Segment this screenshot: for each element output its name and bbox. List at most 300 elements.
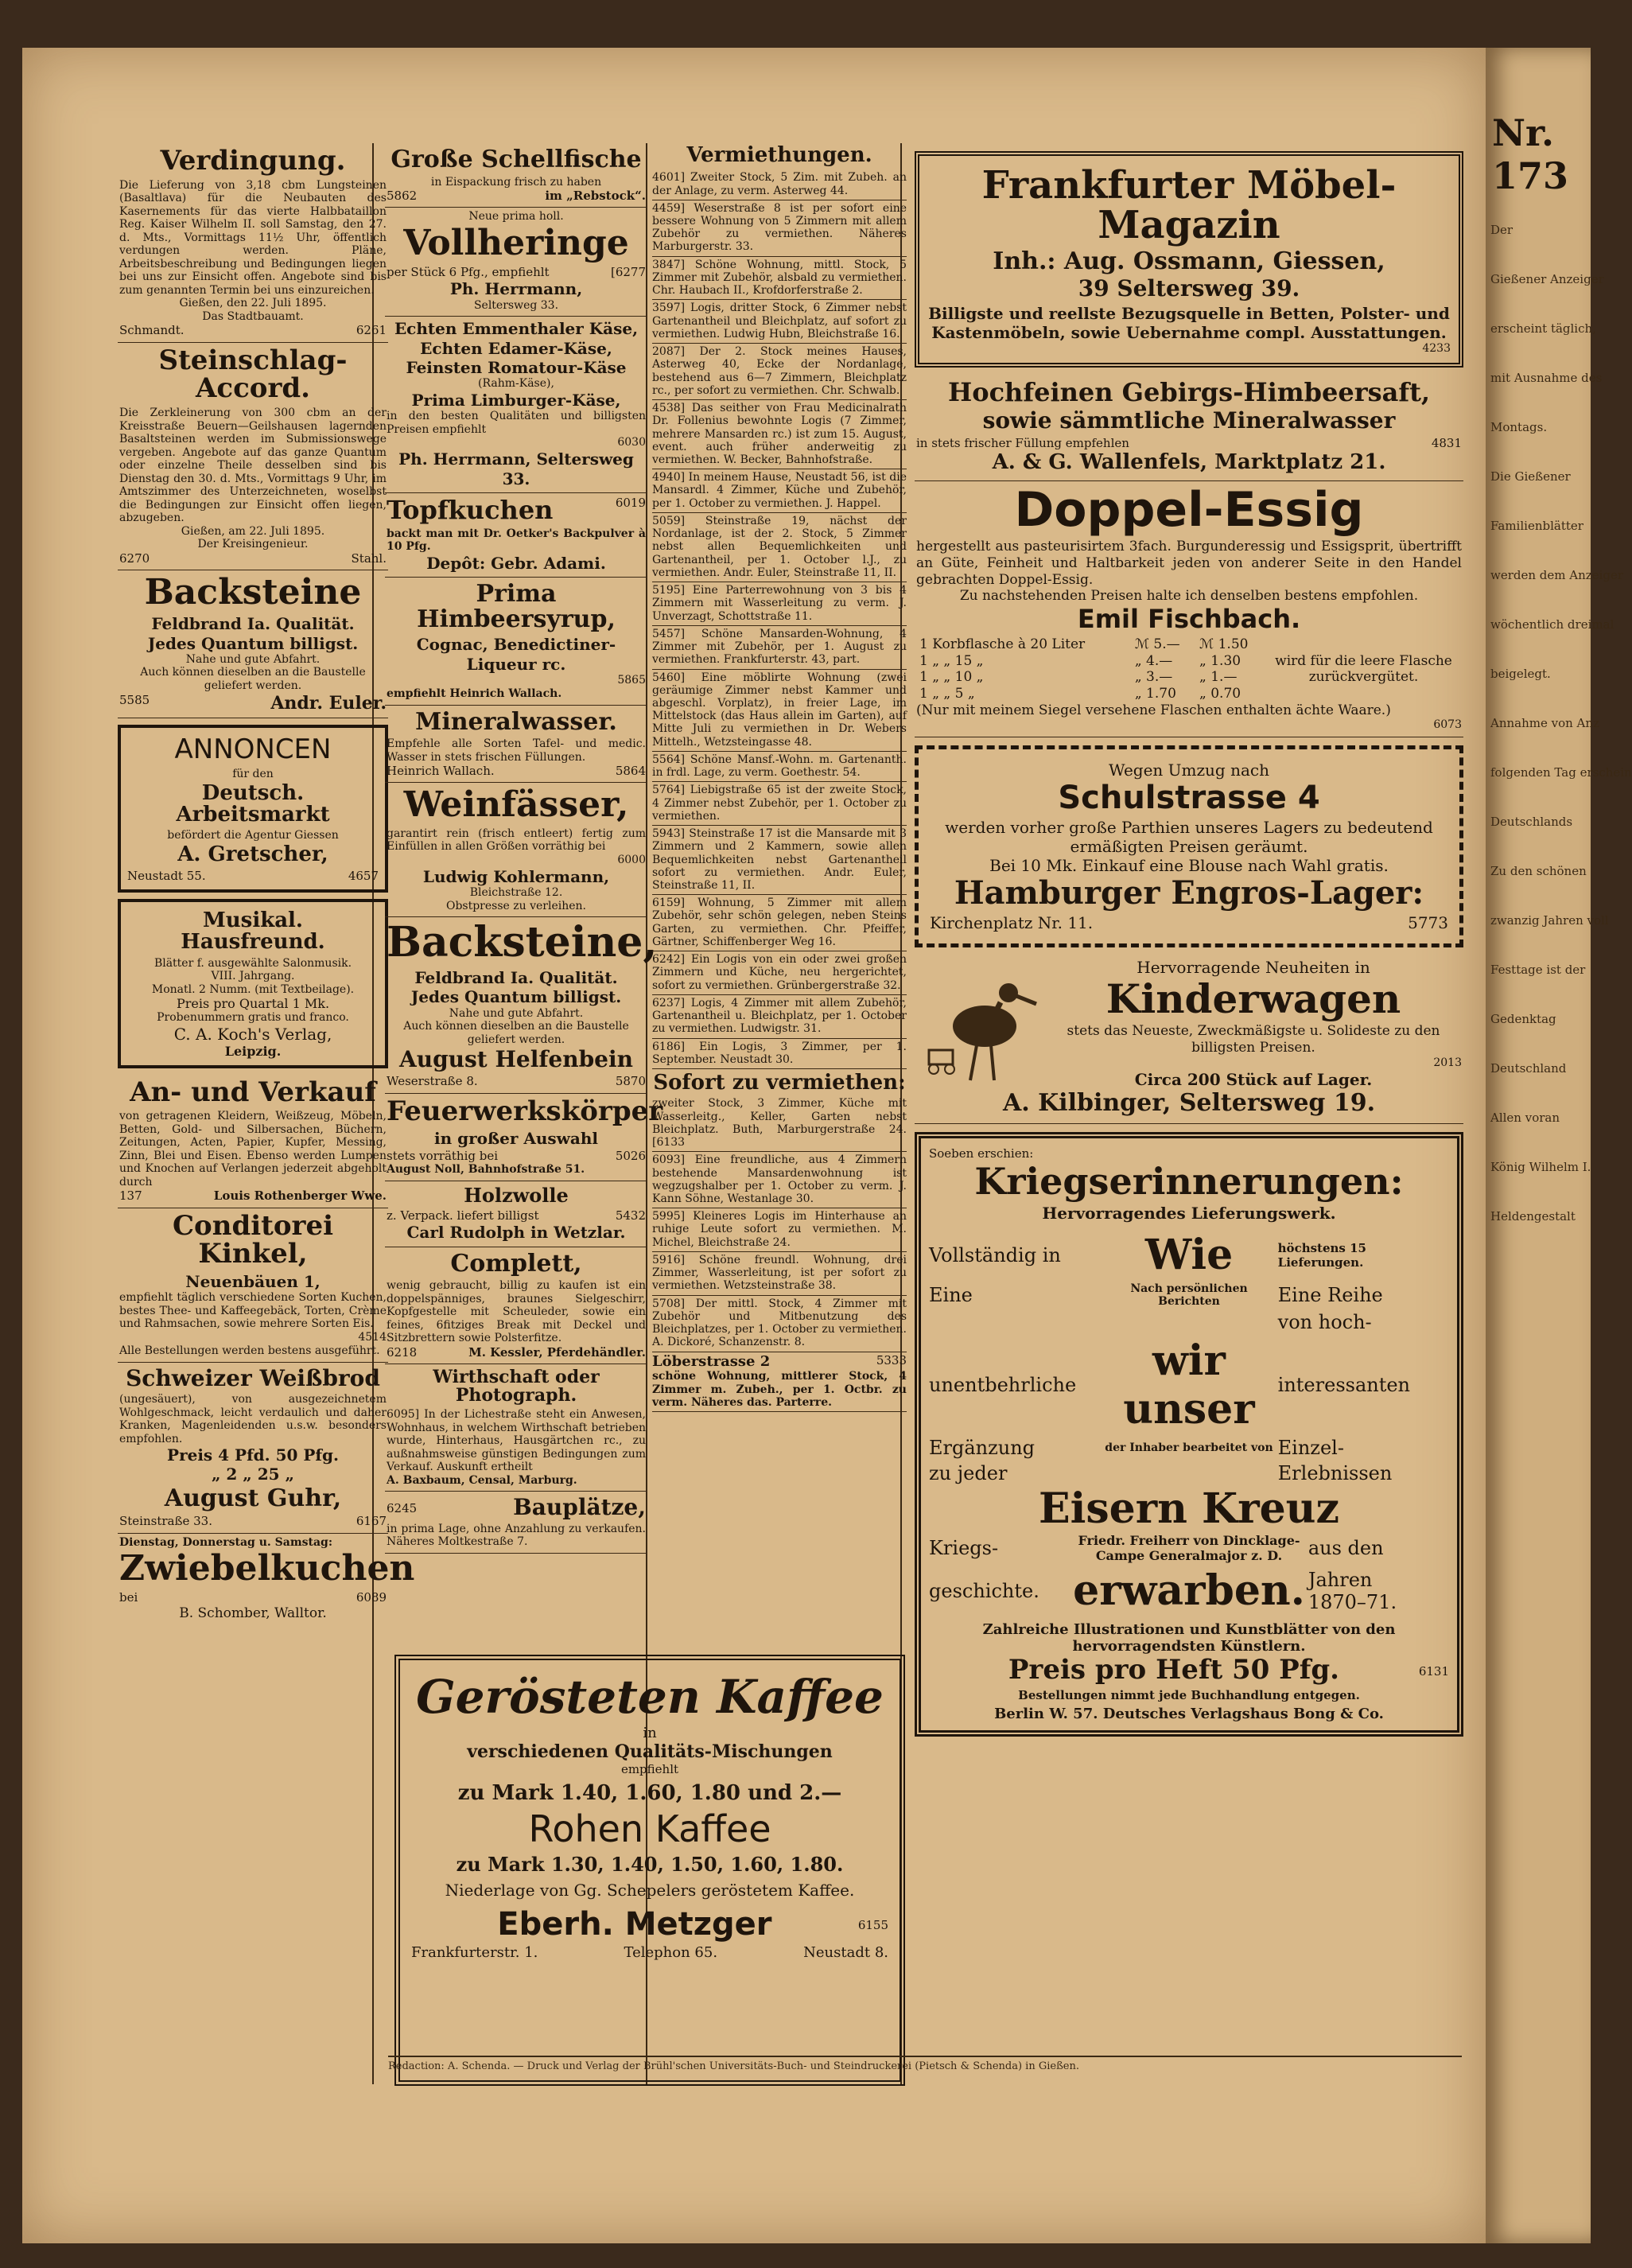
next-page-line: wöchentlich dreimal: [1490, 617, 1615, 632]
section-title: Vermiethungen.: [686, 143, 872, 167]
ad-number: 6155: [857, 1918, 888, 1933]
ad-body: Empfehle alle Sorten Tafel- und medic. Wasser in stets frischen Füllungen.: [387, 737, 646, 764]
ad-number: 5865: [617, 673, 646, 687]
ad-number: 6261: [356, 323, 387, 338]
ad-line: Prima Limburger-Käse,: [411, 390, 621, 410]
ad-line: Vollständig in: [929, 1243, 1061, 1266]
ad-body: empfiehlt täglich verschiedene Sorten Kuchen, bestes Thee- und Kaffeegebäck, Torten, Crème und Rahmsachen, sowie mehrere Sorten Eis.: [119, 1291, 387, 1331]
ad-line: höchstens 15 Lieferungen.: [1277, 1240, 1366, 1270]
ad-bauplaetze: [385, 1492, 647, 1553]
ad-phone: Telephon 65.: [624, 1944, 718, 1962]
next-page-title: Nr. 173: [1492, 111, 1569, 197]
ad-address: Frankfurterstr. 1.: [411, 1944, 538, 1962]
ad-line: Feldbrand Ia. Qualität.: [151, 614, 355, 634]
ad-steinschlag: [118, 343, 388, 570]
ad-prices: zu Mark 1.30, 1.40, 1.50, 1.60, 1.80.: [456, 1853, 844, 1877]
next-page-line: Gießener Anzeiger: [1490, 272, 1604, 286]
ad-name: Carl Rudolph in Wetzlar.: [406, 1223, 626, 1243]
ad-address: Steinstraße 33.: [119, 1514, 212, 1529]
ad-name: Schmandt.: [119, 323, 185, 338]
ad-line: interessanten: [1277, 1374, 1411, 1397]
ad-author: Friedr. Freiherr von Dincklage-Campe Generalmajor z. D.: [1078, 1533, 1300, 1564]
ad-line: Wegen Umzug nach: [1109, 760, 1269, 780]
price-table: [916, 636, 1265, 702]
column-2: [385, 143, 663, 1647]
ad-title: Bauplätze,: [513, 1494, 646, 1521]
ad-number: 5026: [615, 1148, 646, 1163]
list-item: 5708] Der mittl. Stock, 4 Zimmer mit Zubehör und Mitbenutzung des Bleichplatzes, per 1. October zu vermiethen. A. Dickoré, Schanzenstr. 8.: [652, 1296, 907, 1352]
ad-number: 2013: [1433, 1056, 1462, 1069]
ad-line: Hervorragende Neuheiten in: [1137, 957, 1370, 977]
ad-number: 5862: [387, 189, 418, 204]
next-page-line: zwanzig Jahren voll: [1490, 913, 1609, 928]
ad-number: 6019: [615, 496, 646, 511]
ad-line: verschiedenen Qualitäts-Mischungen: [467, 1741, 833, 1762]
list-item: 5195] Eine Parterrewohnung von 3 bis 4 Zimmern mit Wasserleitung zu verm. J. Unverzagt, Schottstraße 11.: [652, 582, 907, 626]
ad-body: stets vorräthig bei: [387, 1148, 499, 1163]
ad-body: per Stück 6 Pfg., empfiehlt: [387, 265, 550, 280]
ad-kriegserinnerungen: [915, 1132, 1463, 1737]
ad-kinderwagen: [915, 955, 1463, 1124]
ad-line: Probenummern gratis und franco.: [157, 1011, 349, 1025]
ad-title: Backsteine,: [387, 918, 658, 967]
ad-kaese: [385, 317, 647, 493]
ad-gebirgs-himbeersaft: [915, 375, 1463, 482]
ad-schellfische: [385, 143, 647, 208]
ad-body: Die Lieferung von 3,18 cbm Lungsteinen (Basaltlava) für die Neubauten des Kasernements für das vierte Halbbataillon Reg. Kaiser Wilhelm II. soll Samstag, den 27. d. Mts., Vormittags 11½ Uhr, öffentlich verdungen werden. Pläne, Arbeitsbeschreibung und Bedingungen liegen bei uns zur Einsicht offen. Angebote sind bis zum genannten Termin bei uns einzureichen.: [119, 178, 387, 297]
ad-title: Rohen Kaffee: [528, 1807, 771, 1850]
ad-title: Zwiebelkuchen: [119, 1548, 415, 1589]
ad-place: im „Rebstock“.: [545, 189, 646, 204]
ad-depot: Depôt: Gebr. Adami.: [426, 553, 606, 573]
ad-musikal-hausfreund: [118, 899, 388, 1068]
next-page-line: werden dem Anzeiger: [1490, 568, 1623, 582]
ad-line: Soeben erschien:: [929, 1146, 1034, 1161]
ad-line: Neuenbäuen 1,: [185, 1272, 321, 1292]
ad-title: Vollheringe: [403, 222, 629, 263]
ad-title: Backsteine: [144, 572, 362, 613]
ad-title: Feuerwerkskörper: [387, 1095, 663, 1127]
ad-title: Löberstrasse 2: [652, 1352, 771, 1370]
ad-verdingung: [118, 143, 388, 343]
ad-line: Auch können dieselben an die Baustelle geliefert werden.: [403, 1020, 629, 1046]
next-page-line: folgenden Tag erschein: [1490, 765, 1632, 780]
ad-line: von hoch-: [1277, 1311, 1372, 1334]
ad-zwiebelkuchen: [118, 1534, 415, 1626]
table-cell: ℳ 5.—: [1134, 636, 1180, 652]
ad-line: Einzel-: [1277, 1437, 1344, 1460]
ad-line: Echten Emmenthaler Käse,: [394, 319, 639, 339]
ad-line: Nach persönlichen Berichten: [1130, 1282, 1248, 1309]
ad-backsteine-2: [385, 917, 658, 1094]
ad-line: Echten Edamer-Käse,: [420, 338, 612, 358]
ad-title: Schweizer Weißbrod: [126, 1364, 380, 1391]
ad-number: 137: [119, 1188, 142, 1204]
ad-feuerwerk: [385, 1094, 663, 1181]
ad-wirthschaft: [385, 1364, 647, 1492]
next-page-line: Allen voran: [1490, 1111, 1560, 1125]
ad-loeberstrasse: [652, 1352, 907, 1413]
ad-line: VIII. Jahrgang.: [211, 970, 295, 983]
table-cell: „ 1.30: [1199, 652, 1241, 669]
ad-line: empfiehlt: [620, 1761, 679, 1776]
ad-line: Jedes Quantum billigst.: [147, 633, 359, 653]
ad-name: Ph. Herrmann,: [449, 279, 583, 299]
ad-offer: Bei 10 Mk. Einkauf eine Blouse nach Wahl gratis.: [989, 855, 1389, 875]
ad-title: Complett,: [450, 1249, 582, 1278]
vermiethungen-list-2: [652, 1152, 907, 1352]
ad-name: Andr. Euler.: [270, 692, 387, 714]
next-page-edge: [1486, 48, 1632, 2243]
ad-line: Neue prima holl.: [468, 210, 564, 224]
ad-name: Louis Rothenberger Wwe.: [213, 1188, 387, 1204]
ad-publisher: C. A. Koch's Verlag,: [173, 1024, 332, 1044]
ad-name: A. Baxbaum, Censal, Marburg.: [387, 1473, 577, 1487]
list-item: 4940] In meinem Hause, Neustadt 56, ist die Mansardl. 4 Zimmer, Küche und Zubehör, per 1. October zu vermiethen. J. Happel.: [652, 469, 907, 513]
ad-publisher: Berlin W. 57. Deutsches Verlagshaus Bong & Co.: [994, 1705, 1384, 1722]
ad-body: werden vorher große Parthien unseres Lagers zu bedeutend ermäßigten Preisen geräumt.: [945, 817, 1433, 856]
ad-number: 6131: [1418, 1664, 1449, 1679]
list-item: 6159] Wohnung, 5 Zimmer mit allem Zubehör, sehr schön gelegen, neben Steins Garten, zu vermiethen. Chr. Pfeiffer, Gärtner, Schiffenberger Weg 16.: [652, 895, 907, 951]
next-page-line: Annahme von Anz: [1490, 716, 1599, 730]
ad-line: unentbehrliche: [929, 1374, 1077, 1397]
next-page-line: Heldengestalt: [1490, 1209, 1576, 1223]
list-item: 5943] Steinstraße 17 ist die Mansarde mit 3 Zimmern und 2 Kammern, sowie allen Bequemlichkeiten nebst Gartenantheil sofort zu vermiethen. Andr. Euler, Steinstraße 11, II.: [652, 826, 907, 895]
ad-title: Topfkuchen: [387, 495, 554, 526]
ad-title: Musikal. Hausfreund.: [181, 908, 325, 955]
ad-note: Alle Bestellungen werden bestens ausgeführt.: [119, 1344, 380, 1358]
ad-line: Kriegs-: [929, 1537, 999, 1560]
ad-line: Wie: [1144, 1231, 1234, 1280]
column-3-vermiethungen: [652, 143, 907, 1647]
table-row: [916, 636, 1265, 653]
ad-line: Bestellungen nimmt jede Buchhandlung entgegen.: [1018, 1687, 1360, 1702]
table-row: [916, 669, 1265, 686]
ad-line: aus den: [1308, 1537, 1384, 1560]
ad-body: stets das Neueste, Zweckmäßigste u. Solideste zu den billigsten Preisen.: [1067, 1023, 1440, 1056]
ad-line: in großer Auswahl: [433, 1129, 598, 1149]
list-item: 5457] Schöne Mansarden-Wohnung, 4 Zimmer mit Zubehör, per 1. August zu vermiethen. Frankfurterstr. 43, part.: [652, 626, 907, 670]
ad-line: befördert die Agentur Giessen: [167, 829, 339, 842]
ad-number: 6218: [387, 1344, 418, 1360]
ad-number: [6277: [610, 265, 646, 280]
ad-title: Doppel-Essig: [1014, 482, 1364, 539]
ad-intro: Zu nachstehenden Preisen halte ich denselben bestens empfohlen.: [959, 588, 1419, 605]
list-item: 3847] Schöne Wohnung, mittl. Stock, 5 Zimmer mit Zubehör, alsbald zu vermiethen. Chr. Haubach II., Krofdorferstraße 2.: [652, 257, 907, 301]
ad-body: 6095] In der Lichestraße steht ein Anwesen, Wohnhaus, in welchem Wirthschaft betrieben wurde, Hinterhaus, Hausgärtchen rc., zu außnahmsweise günstigen Bedingungen zum Verkauf. Auskunft ertheilt: [387, 1408, 646, 1474]
list-item: 2087] Der 2. Stock meines Hauses, Asterweg 40, Ecke der Nordanlage, bestehend aus 6—7 Zimmern, Bleichplatz rc., per sofort zu vermiethen. Chr. Schwalb.: [652, 344, 907, 400]
table-cell: „ 1.70: [1134, 685, 1176, 702]
ad-line: zu jeder: [929, 1462, 1008, 1485]
ad-title: ANNONCEN: [174, 733, 332, 766]
ad-name: A. & G. Wallenfels, Marktplatz 21.: [992, 449, 1386, 474]
ad-line: bei: [119, 1590, 138, 1605]
ad-name: Ludwig Kohlermann,: [422, 866, 610, 886]
ad-body: (ungesäuert), von ausgezeichnetem Wohlgeschmack, leicht verdaulich und daher Kranken, Magenleidenden u.s.w. besonders empfohlen.: [119, 1392, 387, 1445]
ad-price: „ 2 „ 25 „: [211, 1465, 295, 1484]
ad-line: erwarben.: [1073, 1566, 1305, 1616]
ad-line: (Rahm-Käse),: [478, 377, 554, 391]
ad-body: von getragenen Kleidern, Weißzeug, Möbeln, Betten, Gold- und Silbersachen, Büchern, Zeitungen, Acten, Papier, Kupfer, Messing, Zinn, Blei und Eisen. Ebenso werden Lumpen und Knochen auf Verlangen jederzeit abgeholt durch: [119, 1110, 387, 1188]
ad-name: A. Gretscher,: [177, 842, 328, 866]
ad-umzug: [915, 745, 1463, 947]
ad-address: Kirchenplatz Nr. 11.: [930, 912, 1094, 932]
ad-price: Preis pro Quartal 1 Mk.: [176, 996, 330, 1012]
ad-an-und-verkauf: [118, 1075, 388, 1208]
ad-line: für den: [232, 768, 274, 781]
list-item: 5995] Kleineres Logis im Hinterhause an ruhige Leute sofort zu vermiethen. M. Michel, Bleichstraße 24.: [652, 1208, 907, 1252]
ad-annoncen: [118, 725, 388, 893]
ad-title: Steinschlag-Accord.: [158, 344, 348, 405]
ad-title: An- und Verkauf: [130, 1076, 376, 1108]
ad-body: hergestellt aus pasteurisirtem 3fach. Burgunderessig und Essigsprit, übertrifft an Güte, Feinheit und Haltbarkeit jeden von anderer Seite in den Handel gebrachten Doppel-Essig.: [916, 539, 1462, 588]
ad-name: Hamburger Engros-Lager:: [954, 873, 1424, 912]
ad-moebel-magazin: [915, 151, 1463, 368]
ad-number: 4233: [1422, 341, 1451, 355]
ad-line: Cognac, Benedictiner-: [416, 635, 616, 655]
ad-number: 6030: [617, 436, 646, 449]
ad-name: M. Kessler, Pferdehändler.: [468, 1344, 646, 1360]
ad-name: Eberh. Metzger: [497, 1906, 772, 1943]
ad-sofort: [652, 1069, 907, 1152]
ad-signature: Der Kreisingenieur.: [197, 538, 309, 551]
ad-line: Nahe und gute Abfahrt.: [185, 652, 321, 666]
ad-body: z. Verpack. liefert billigst: [387, 1208, 539, 1223]
next-page-line: Der: [1490, 223, 1513, 237]
ad-line: Feinsten Romatour-Käse: [406, 358, 627, 377]
ad-footnote: (Nur mit meinem Siegel versehene Flaschen enthalten ächte Waare.): [916, 702, 1391, 718]
list-item: 5916] Schöne freundl. Wohnung, drei Zimmer, Wasserleitung, ist per sofort zu vermiethen. Wetzsteinstraße 38.: [652, 1252, 907, 1296]
list-item: 5460] Eine möblirte Wohnung (zwei geräumige Zimmer nebst Kammer und abgeschl. Vorplatz), in freier Lage, im Mittelstock (das Haus allein im Garten), auf Mitte Juli zu vermiethen in Dr. Webers Mittelh., Wetzsteingasse 48.: [652, 670, 907, 752]
ad-title: Wirthschaft oder Photograph.: [433, 1366, 600, 1406]
ad-address: 39 Seltersweg 39.: [1078, 275, 1300, 302]
list-item: 4538] Das seither von Frau Medicinalrath Dr. Follenius bewohnte Logis (7 Zimmer, mehrere Mansarden rc.) ist zum 15. August, event. auch früher anderweitig zu vermiethen. W. Becker, Bahnhofstraße.: [652, 400, 907, 469]
ad-title: Weinfässer,: [403, 784, 629, 826]
ad-holzwolle: [385, 1181, 647, 1247]
next-page-line: König Wilhelm I.: [1490, 1160, 1591, 1174]
next-page-line: Deutschlands: [1490, 815, 1573, 829]
table-row: [916, 686, 1265, 702]
ad-address: Neustadt 8.: [803, 1944, 888, 1962]
table-cell: 1 Korbflasche à 20 Liter: [919, 636, 1086, 652]
ad-line: sowie sämmtliche Mineralwasser: [982, 407, 1396, 434]
ad-mineralwasser: [385, 706, 647, 784]
table-cell: 1 „ „ 10 „: [919, 669, 984, 686]
list-item: 4459] Weserstraße 8 ist per sofort eine bessere Wohnung von 5 Zimmern mit allem Zubehör zu vermiethen. Näheres Marburgerstr. 33.: [652, 200, 907, 257]
ad-number: 6245: [387, 1500, 418, 1515]
list-item: 5764] Liebigstraße 65 ist der zweite Stock, 4 Zimmer nebst Zubehör, per 1. October zu vermiethen.: [652, 782, 907, 826]
ad-name: August Guhr,: [164, 1484, 342, 1512]
ad-number: 6073: [1433, 718, 1462, 732]
ad-years: 1870–71.: [1308, 1590, 1397, 1613]
ad-line: Jedes Quantum billigst.: [410, 987, 622, 1007]
ad-vollheringe: [385, 208, 647, 317]
table-cell: 1 „ „ 5 „: [919, 685, 975, 702]
ad-price: Preis pro Heft 50 Pfg.: [1008, 1654, 1339, 1686]
ad-address: Weserstraße 8.: [387, 1074, 478, 1089]
table-row: [916, 653, 1265, 670]
ad-title: Holzwolle: [464, 1183, 569, 1207]
ad-number: 6270: [119, 550, 150, 566]
next-page-line: Gedenktag: [1490, 1012, 1556, 1026]
ad-title: Sofort zu vermiethen:: [653, 1071, 906, 1095]
ad-name: August Noll, Bahnhofstraße 51.: [387, 1163, 585, 1177]
ad-body: backt man mit Dr. Oetker's Backpulver à 10 Pfg.: [387, 527, 646, 554]
ad-conditorei: [118, 1208, 388, 1363]
ad-title: Mineralwasser.: [415, 707, 617, 736]
ad-owner: Inh.: Aug. Ossmann, Giessen,: [993, 247, 1385, 275]
ad-himbeersyrup: [385, 578, 647, 705]
ad-topfkuchen: [385, 493, 647, 578]
ad-line: Ergänzung: [929, 1437, 1036, 1460]
ad-title: Verdingung.: [160, 145, 346, 177]
ad-backsteine: [118, 570, 388, 718]
ad-stock: Circa 200 Stück auf Lager.: [1134, 1069, 1373, 1089]
ad-name: Ph. Herrmann, Seltersweg 33.: [398, 449, 634, 488]
list-item: 6093] Eine freundliche, aus 4 Zimmern bestehende Mansardenwohnung ist wegzugshalber per 1. October zu verm. J. Kann Söhne, Westanlage 30.: [652, 1152, 907, 1208]
ad-line: Monatl. 2 Numm. (mit Textbeilage).: [151, 982, 355, 996]
next-page-line: Festtage ist der: [1490, 963, 1586, 977]
ad-number: 5773: [1408, 912, 1448, 932]
ad-line: Niederlage von Gg. Schepelers geröstetem Kaffee.: [445, 1881, 855, 1900]
table-cell: 1 „ „ 15 „: [919, 652, 984, 669]
next-page-line: beigelegt.: [1490, 667, 1551, 681]
ad-line: in: [643, 1724, 657, 1741]
ad-city: Leipzig.: [224, 1043, 282, 1059]
ad-name: B. Schomber, Walltor.: [179, 1605, 327, 1621]
table-cell: „ 4.—: [1134, 652, 1173, 669]
ad-address: Seltersweg 33.: [473, 298, 559, 312]
ad-body: zweiter Stock, 3 Zimmer, Küche mit Wasserleitg., Keller, Garten nebst Bleichplatz. Buth, Marburgerstraße 24. [6133: [652, 1097, 907, 1150]
ad-line: Auch können dieselben an die Baustelle geliefert werden.: [140, 666, 366, 692]
ad-title: Gerösteten Kaffee: [416, 1670, 884, 1724]
ad-weinfaesser: [385, 783, 647, 917]
ad-signature: Das Stadtbauamt.: [202, 309, 304, 323]
ad-line: Feldbrand Ia. Qualität.: [414, 967, 618, 987]
ad-number: 5870: [615, 1074, 646, 1089]
table-cell: ℳ 1.50: [1199, 636, 1249, 652]
column-4: [915, 143, 1463, 2084]
ad-line: der Inhaber bearbeitet von: [1105, 1441, 1273, 1455]
ad-number: 6089: [356, 1590, 387, 1605]
page-footer-imprint: Redaction: A. Schenda. — Druck und Verlag der Brühl'schen Universitäts-Buch- und Steindruckerei (Pietsch & Schenda) in Gießen.: [388, 2056, 1462, 2072]
ad-note: Obstpresse zu verleihen.: [445, 899, 587, 912]
ad-complett: [385, 1247, 647, 1364]
ad-body: in den besten Qualitäten und billigsten Preisen empfiehlt: [387, 410, 646, 436]
ad-title: Große Schellfische: [391, 146, 642, 173]
ad-name: Heinrich Wallach.: [387, 764, 495, 779]
ad-line: Eine Reihe: [1277, 1284, 1383, 1307]
next-page-line: Zu den schönen: [1490, 864, 1587, 878]
ad-title: Schulstrasse 4: [1058, 779, 1320, 816]
ad-line: Dienstag, Donnerstag u. Samstag:: [119, 1535, 333, 1549]
ad-line: Erlebnissen: [1277, 1462, 1393, 1485]
ad-body: in prima Lage, ohne Anzahlung zu verkaufen. Näheres Moltkestraße 7.: [387, 1522, 646, 1549]
next-page-line: Deutschland: [1490, 1061, 1567, 1076]
ad-line: in Eispackung frisch zu haben: [430, 175, 602, 189]
list-item: 6237] Logis, 4 Zimmer mit allem Zubehör, Gartenantheil u. Bleichplatz, per 1. October zu vermiethen. Ludwigstr. 31.: [652, 995, 907, 1039]
ad-price: Preis 4 Pfd. 50 Pfg.: [167, 1445, 339, 1465]
ad-name: empfiehlt Heinrich Wallach.: [387, 687, 562, 701]
ad-number: 4514: [358, 1331, 387, 1344]
ad-line: geschichte.: [929, 1579, 1039, 1602]
ad-line: Deutsch. Arbeitsmarkt: [176, 780, 330, 827]
ad-name: Stahl.: [351, 550, 387, 566]
ad-number: 5585: [119, 692, 150, 707]
next-page-line: Die Gießener: [1490, 469, 1571, 484]
ad-address: Neustadt 55.: [127, 868, 206, 883]
list-item: 6186] Ein Logis, 3 Zimmer, per 1. September. Neustadt 30.: [652, 1039, 907, 1069]
ad-prices: zu Mark 1.40, 1.60, 1.80 und 2.—: [457, 1780, 842, 1805]
ad-number: 5333: [876, 1352, 907, 1367]
ad-date: Gießen, am 22. Juli 1895.: [181, 524, 325, 538]
ad-address: Bleichstraße 12.: [469, 886, 563, 900]
table-cell: „ 0.70: [1199, 685, 1241, 702]
ad-note: wird für die leere Flasche zurückvergütet.: [1275, 652, 1452, 686]
ad-title: Frankfurter Möbel-Magazin: [981, 163, 1397, 248]
ad-body: schöne Wohnung, mittlerer Stock, 4 Zimmer m. Zubeh., per 1. Octbr. zu verm. Näheres das. Parterre.: [652, 1370, 907, 1409]
list-item: 5059] Steinstraße 19, nächst der Nordanlage, ist der 2. Stock, 5 Zimmer nebst allen Bequemlichkeiten und Gartenantheil, per 1. October l.J., zu vermiethen. Andr. Euler, Steinstraße 11, II.: [652, 513, 907, 582]
ad-number: 5432: [615, 1208, 646, 1223]
table-cell: „ 1.—: [1199, 669, 1238, 686]
ad-line: Eine: [929, 1284, 973, 1307]
ad-line: wir unser: [1123, 1336, 1255, 1434]
next-page-line: mit Ausnahme des: [1490, 371, 1603, 385]
ad-body: Die Zerkleinerung von 300 cbm an der Kreisstraße Beuern—Geilshausen lagernden Basaltsteinen werden im Submissionswege vergeben. Angebote auf das ganze Quantum oder einzelne Theile desselben sind bis Dienstag den 30. d. Mts., Vormittags 9 Uhr, im Amtszimmer des Unterzeichneten, woselbst die Bedingungen zur Einsicht offen liegen, abzugeben.: [119, 407, 387, 525]
ad-number: 6000: [617, 853, 646, 866]
ad-name: August Helfenbein: [399, 1046, 633, 1073]
ad-line: Liqueur rc.: [466, 654, 566, 674]
ad-name: Emil Fischbach.: [1077, 604, 1301, 635]
ad-title: Hochfeinen Gebirgs-Himbeersaft,: [947, 376, 1431, 407]
next-page-line: Familienblätter: [1490, 519, 1583, 533]
ad-name: A. Kilbinger, Seltersweg 19.: [1002, 1089, 1376, 1118]
next-page-line: Montags.: [1490, 420, 1548, 434]
list-item: 4601] Zweiter Stock, 5 Zim. mit Zubeh. an der Anlage, zu verm. Asterweg 44.: [652, 169, 907, 200]
ad-line: Eisern Kreuz: [1038, 1484, 1340, 1534]
list-item: 5564] Schöne Mansf.-Wohn. m. Gartenanth. in frdl. Lage, zu verm. Goethestr. 54.: [652, 752, 907, 782]
ad-date: Gießen, den 22. Juli 1895.: [179, 297, 327, 310]
ad-title: Conditorei Kinkel,: [173, 1209, 333, 1270]
ad-line: Blätter f. ausgewählte Salonmusik.: [153, 956, 352, 970]
list-item: 6242] Ein Logis von ein oder zwei großen Zimmern und Küche, neu hergerichtet, sofort zu vermiethen. Grünbergerstraße 32.: [652, 951, 907, 995]
ad-title: Kinderwagen: [1105, 975, 1401, 1022]
ad-title: Prima Himbeersyrup,: [417, 580, 616, 633]
vermiethungen-list: [652, 169, 907, 1069]
ad-number: 5864: [615, 764, 646, 779]
ad-number: 4657: [348, 868, 379, 883]
ad-line: Nahe und gute Abfahrt.: [449, 1006, 584, 1020]
ad-title: Kriegserinnerungen:: [974, 1159, 1404, 1203]
ad-kaffee: [394, 1655, 905, 2086]
table-cell: „ 3.—: [1134, 669, 1173, 686]
ad-weissbrod: [118, 1363, 388, 1534]
list-item: 3597] Logis, dritter Stock, 6 Zimmer nebst Gartenantheil und Bleichplatz, auf sofort zu vermiethen. Ludwig Hubn, Bleichstraße 16.: [652, 300, 907, 344]
newspaper-page: [22, 48, 1486, 2243]
stork-illustration-icon: [921, 963, 1040, 1082]
ad-number: 4831: [1431, 435, 1462, 450]
next-page-line: erscheint täglich,: [1490, 321, 1596, 336]
ad-body: in stets frischer Füllung empfehlen: [916, 435, 1129, 450]
ad-line: Jahren: [1308, 1568, 1373, 1591]
ad-doppel-essig: [915, 481, 1463, 737]
ad-body: wenig gebraucht, billig zu kaufen ist ein doppelspänniges, braunes Sielgeschirr, Kopfgestelle mit Scheuleder, sowie ein feines, 6fitziges Break mit Deckel und Sitzbrettern sowie Polsterfitze.: [387, 1279, 646, 1345]
ad-number: 6167: [356, 1514, 387, 1529]
ad-body: garantirt rein (frisch entleert) fertig zum Einfüllen in allen Größen vorräthig bei: [387, 827, 646, 854]
ad-line: Zahlreiche Illustrationen und Kunstblätter von den hervorragendsten Künstlern.: [982, 1621, 1396, 1655]
ad-subtitle: Hervorragendes Lieferungswerk.: [1042, 1204, 1336, 1223]
ad-body: Billigste und reellste Bezugsquelle in Betten, Polster- und Kastenmöbeln, sowie Uebernahme compl. Ausstattungen.: [928, 303, 1450, 342]
